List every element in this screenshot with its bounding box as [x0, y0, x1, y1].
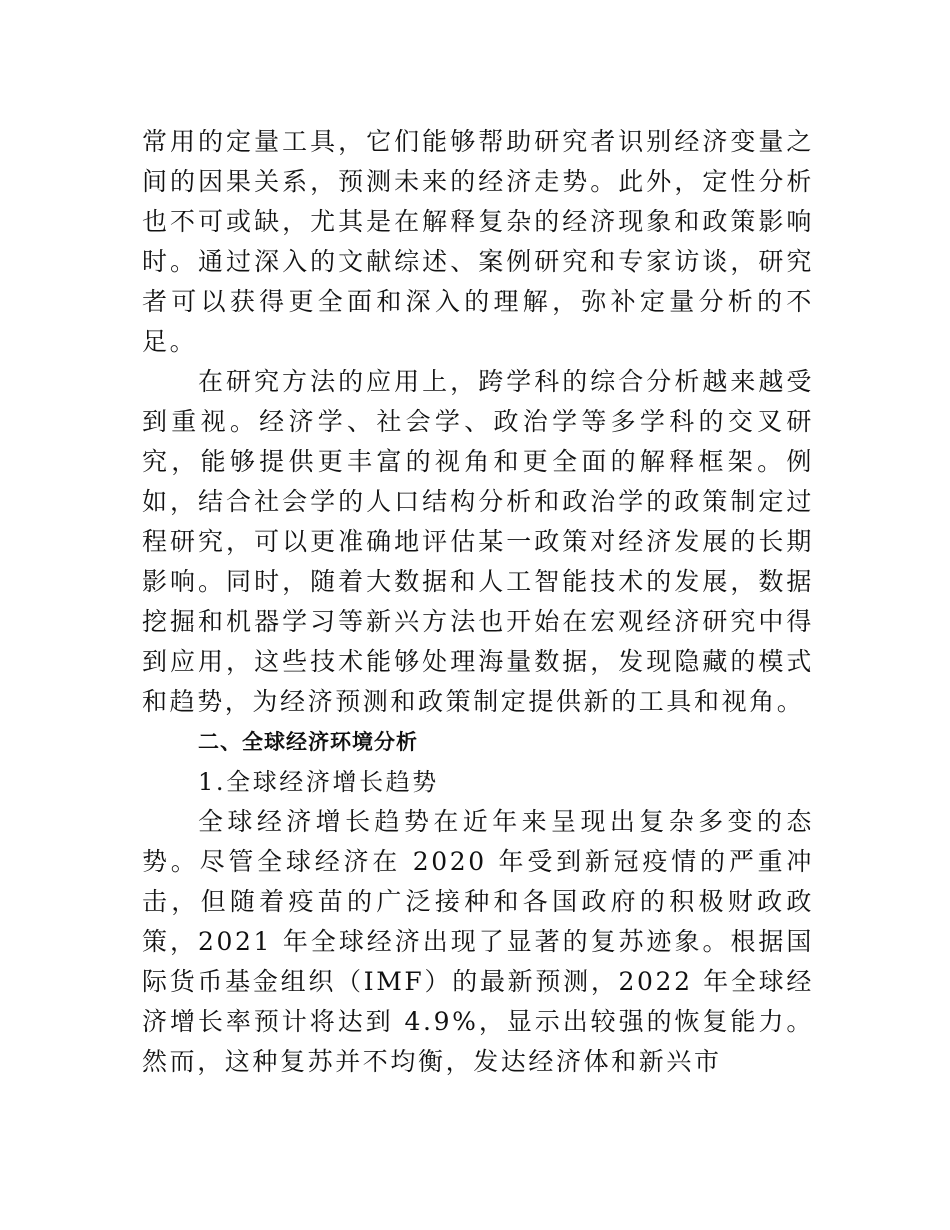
paragraph-quantitative-tools: 常用的定量工具，它们能够帮助研究者识别经济变量之间的因果关系，预测未来的经济走势。此外，定性分析也不可或缺，尤其是在解释复杂的经济现象和政策影响时。通过深入的文献综述、案例研究和专家访谈，研究者可以获得更全面和深入的理解，弥补定量分析的不足。	[142, 127, 814, 356]
paragraph-interdisciplinary-methods: 在研究方法的应用上，跨学科的综合分析越来越受到重视。经济学、社会学、政治学等多学科的交叉研究，能够提供更丰富的视角和更全面的解释框架。例如，结合社会学的人口结构分析和政治学的政策制定过程研究，可以更准确地评估某一政策对经济发展的长期影响。同时，随着大数据和人工智能技术的发展，数据挖掘和机器学习等新兴方法也开始在宏观经济研究中得到应用，这些技术能够处理海量数据，发现隐藏的模式和趋势，为经济预测和政策制定提供新的工具和视角。	[142, 367, 814, 716]
subsection-heading-growth-trend: 1.全球经济增长趋势	[198, 768, 439, 796]
document-body	[142, 122, 814, 1082]
paragraph-growth-trend: 全球经济增长趋势在近年来呈现出复杂多变的态势。尽管全球经济在 2020 年受到新冠疫情的严重冲击，但随着疫苗的广泛接种和各国政府的积极财政政策，2021 年全球经济出现了显著的复苏迹象。根据国际货币基金组织（IMF）的最新预测，2022 年全球经济增长率预计将达到 4.9%，显示出较强的恢复能力。然而，这种复苏并不均衡，发达经济体和新兴市	[142, 807, 814, 1076]
section-heading-global-economy: 二、全球经济环境分析	[198, 730, 418, 754]
